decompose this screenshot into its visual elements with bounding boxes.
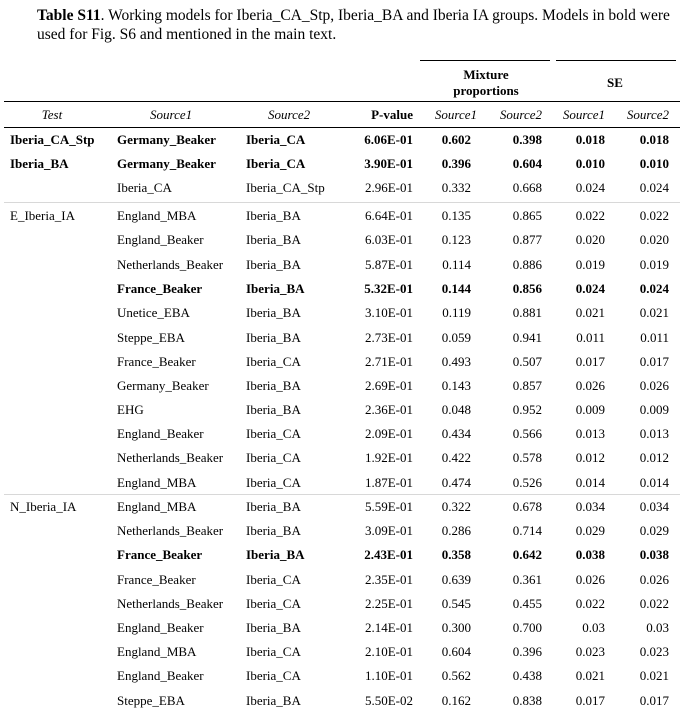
- cell-mix-source1: 0.143: [441, 378, 471, 393]
- cell-source1: England_MBA: [117, 499, 197, 514]
- cell-mix-source2: 0.507: [512, 354, 542, 369]
- cell-source1: France_Beaker: [117, 354, 196, 369]
- cell-mix-source1: 0.358: [441, 547, 471, 562]
- cell-mix-source1: 0.059: [441, 330, 471, 345]
- cell-source2: Iberia_CA: [246, 475, 301, 490]
- cell-se-source1: 0.012: [575, 450, 605, 465]
- cell-pvalue: 5.32E-01: [364, 281, 413, 296]
- caption-label: Table S11: [37, 7, 101, 24]
- cell-source1: England_Beaker: [117, 232, 204, 247]
- cell-mix-source2: 0.678: [512, 499, 542, 514]
- cell-se-source1: 0.014: [575, 475, 605, 490]
- cell-source1: England_Beaker: [117, 620, 204, 635]
- cell-mix-source2: 0.526: [512, 475, 542, 490]
- cell-source1: France_Beaker: [117, 572, 196, 587]
- cell-se-source2: 0.018: [639, 132, 669, 147]
- cell-mix-source2: 0.642: [512, 547, 542, 562]
- cell-pvalue: 2.35E-01: [364, 572, 413, 587]
- col-header-se-source1: Source1: [562, 107, 605, 122]
- cell-source1: France_Beaker: [117, 281, 203, 296]
- cell-source1: Netherlands_Beaker: [117, 450, 224, 465]
- cell-mix-source2: 0.398: [512, 132, 542, 147]
- col-header-source1: Source1: [150, 107, 193, 122]
- cell-source2: Iberia_BA: [246, 523, 301, 538]
- cell-test: Iberia_CA_Stp: [10, 132, 95, 147]
- cell-source2: Iberia_CA: [246, 354, 301, 369]
- cell-test: Iberia_BA: [10, 156, 69, 171]
- cell-se-source1: 0.029: [575, 523, 605, 538]
- caption-text: . Working models for Iberia_CA_Stp, Iberia_BA and Iberia IA groups. Models in bold were used for Fig. S6 and mentioned in the main text.: [37, 7, 670, 43]
- cell-se-source1: 0.024: [575, 180, 605, 195]
- cell-se-source1: 0.023: [575, 644, 605, 659]
- cell-mix-source2: 0.566: [512, 426, 542, 441]
- cell-se-source2: 0.022: [639, 208, 669, 223]
- cell-mix-source2: 0.578: [512, 450, 542, 465]
- cell-se-source2: 0.013: [639, 426, 669, 441]
- cell-source1: England_Beaker: [117, 668, 204, 683]
- cell-source2: Iberia_BA: [246, 257, 301, 272]
- cell-mix-source1: 0.135: [441, 208, 471, 223]
- col-header-test: Test: [41, 107, 63, 122]
- cell-se-source1: 0.034: [575, 499, 605, 514]
- cell-se-source1: 0.010: [575, 156, 605, 171]
- cell-mix-source2: 0.700: [512, 620, 542, 635]
- cell-source2: Iberia_CA: [246, 132, 306, 147]
- cell-source2: Iberia_BA: [246, 620, 301, 635]
- cell-source1: Germany_Beaker: [117, 132, 216, 147]
- cell-source1: Iberia_CA: [117, 180, 172, 195]
- cell-mix-source1: 0.114: [442, 257, 471, 272]
- cell-mix-source2: 0.952: [512, 402, 542, 417]
- cell-se-source1: 0.009: [575, 402, 605, 417]
- cell-pvalue: 2.36E-01: [364, 402, 413, 417]
- cell-se-source1: 0.017: [575, 354, 605, 369]
- cell-pvalue: 6.64E-01: [364, 208, 413, 223]
- cell-pvalue: 2.73E-01: [364, 330, 413, 345]
- cell-source2: Iberia_CA: [246, 572, 301, 587]
- cell-source1: England_Beaker: [117, 426, 204, 441]
- cell-mix-source1: 0.434: [441, 426, 471, 441]
- cell-se-source2: 0.03: [646, 620, 669, 635]
- header-group-rule-mixture: [420, 60, 550, 61]
- cell-mix-source2: 0.838: [512, 693, 542, 708]
- cell-source2: Iberia_BA: [246, 499, 301, 514]
- cell-pvalue: 5.59E-01: [364, 499, 413, 514]
- cell-se-source1: 0.024: [575, 281, 605, 296]
- cell-source1: Germany_Beaker: [117, 378, 209, 393]
- table-caption: [37, 6, 677, 44]
- cell-source2: Iberia_BA: [246, 547, 305, 562]
- cell-pvalue: 2.43E-01: [364, 547, 413, 562]
- cell-se-source2: 0.010: [639, 156, 669, 171]
- cell-pvalue: 3.10E-01: [364, 305, 413, 320]
- cell-source2: Iberia_BA: [246, 693, 301, 708]
- cell-source1: England_MBA: [117, 644, 197, 659]
- cell-se-source1: 0.019: [575, 257, 605, 272]
- cell-mix-source2: 0.668: [512, 180, 542, 195]
- cell-source1: Steppe_EBA: [117, 693, 185, 708]
- cell-se-source2: 0.011: [640, 330, 669, 345]
- cell-pvalue: 2.10E-01: [364, 644, 413, 659]
- mixture-proportions-header: Mixture proportions: [453, 67, 519, 98]
- cell-se-source2: 0.017: [639, 354, 669, 369]
- cell-mix-source1: 0.604: [441, 644, 471, 659]
- cell-mix-source1: 0.286: [441, 523, 471, 538]
- cell-se-source2: 0.009: [639, 402, 669, 417]
- cell-pvalue: 2.96E-01: [364, 180, 413, 195]
- cell-mix-source2: 0.857: [512, 378, 542, 393]
- cell-se-source2: 0.022: [639, 596, 669, 611]
- cell-se-source2: 0.012: [639, 450, 669, 465]
- cell-source2: Iberia_CA: [246, 156, 306, 171]
- cell-source1: EHG: [117, 402, 144, 417]
- cell-se-source2: 0.021: [639, 668, 669, 683]
- cell-mix-source1: 0.332: [441, 180, 471, 195]
- cell-pvalue: 3.90E-01: [364, 156, 413, 171]
- cell-pvalue: 1.10E-01: [364, 668, 413, 683]
- group-separator-rule: [4, 494, 680, 495]
- cell-pvalue: 2.69E-01: [364, 378, 413, 393]
- cell-mix-source2: 0.455: [512, 596, 542, 611]
- cell-mix-source2: 0.438: [512, 668, 542, 683]
- header-group-rule-se: [556, 60, 676, 61]
- cell-mix-source2: 0.877: [512, 232, 542, 247]
- cell-source2: Iberia_CA: [246, 426, 301, 441]
- cell-source2: Iberia_BA: [246, 402, 301, 417]
- col-header-mix-source1: Source1: [434, 107, 477, 122]
- cell-mix-source1: 0.422: [441, 450, 471, 465]
- cell-source2: Iberia_CA: [246, 644, 301, 659]
- cell-pvalue: 6.03E-01: [364, 232, 413, 247]
- col-header-pvalue: P-value: [371, 107, 413, 122]
- col-header-se-source2: Source2: [626, 107, 669, 122]
- cell-mix-source1: 0.300: [441, 620, 471, 635]
- cell-source1: Netherlands_Beaker: [117, 257, 224, 272]
- cell-source2: Iberia_BA: [246, 378, 301, 393]
- cell-source2: Iberia_BA: [246, 208, 301, 223]
- cell-pvalue: 1.87E-01: [364, 475, 413, 490]
- cell-se-source1: 0.021: [575, 668, 605, 683]
- cell-se-source2: 0.029: [639, 523, 669, 538]
- cell-mix-source2: 0.714: [512, 523, 542, 538]
- cell-mix-source1: 0.396: [441, 156, 471, 171]
- cell-se-source2: 0.034: [639, 499, 669, 514]
- cell-source2: Iberia_BA: [246, 330, 301, 345]
- cell-mix-source1: 0.123: [441, 232, 471, 247]
- cell-se-source2: 0.038: [639, 547, 669, 562]
- cell-se-source2: 0.024: [639, 281, 669, 296]
- cell-mix-source2: 0.881: [512, 305, 542, 320]
- cell-se-source1: 0.021: [575, 305, 605, 320]
- cell-mix-source2: 0.856: [512, 281, 542, 296]
- cell-mix-source1: 0.493: [441, 354, 471, 369]
- cell-source2: Iberia_CA: [246, 596, 301, 611]
- cell-source1: Netherlands_Beaker: [117, 523, 224, 538]
- cell-mix-source1: 0.162: [441, 693, 471, 708]
- cell-mix-source2: 0.396: [512, 644, 542, 659]
- cell-se-source1: 0.013: [575, 426, 605, 441]
- cell-se-source2: 0.019: [639, 257, 669, 272]
- cell-se-source2: 0.024: [639, 180, 669, 195]
- cell-se-source1: 0.018: [575, 132, 605, 147]
- cell-mix-source1: 0.322: [441, 499, 471, 514]
- cell-pvalue: 2.09E-01: [364, 426, 413, 441]
- cell-se-source2: 0.021: [639, 305, 669, 320]
- cell-pvalue: 2.14E-01: [364, 620, 413, 635]
- cell-se-source2: 0.026: [639, 378, 669, 393]
- cell-mix-source1: 0.119: [442, 305, 471, 320]
- cell-mix-source2: 0.941: [512, 330, 542, 345]
- cell-pvalue: 1.92E-01: [364, 450, 413, 465]
- cell-se-source1: 0.011: [576, 330, 605, 345]
- cell-source1: England_MBA: [117, 475, 197, 490]
- cell-source1: Germany_Beaker: [117, 156, 216, 171]
- cell-mix-source2: 0.604: [512, 156, 542, 171]
- cell-se-source2: 0.017: [639, 693, 669, 708]
- cell-source2: Iberia_CA: [246, 668, 301, 683]
- cell-se-source1: 0.022: [575, 596, 605, 611]
- cell-pvalue: 3.09E-01: [364, 523, 413, 538]
- cell-source2: Iberia_BA: [246, 232, 301, 247]
- cell-se-source1: 0.017: [575, 693, 605, 708]
- cell-source1: Netherlands_Beaker: [117, 596, 224, 611]
- cell-source2: Iberia_BA: [246, 281, 305, 296]
- cell-se-source1: 0.020: [575, 232, 605, 247]
- cell-pvalue: 5.50E-02: [364, 693, 413, 708]
- cell-se-source2: 0.026: [639, 572, 669, 587]
- cell-se-source1: 0.038: [575, 547, 605, 562]
- cell-source2: Iberia_CA: [246, 450, 301, 465]
- cell-pvalue: 2.71E-01: [364, 354, 413, 369]
- group-separator-rule: [4, 202, 680, 203]
- cell-se-source2: 0.014: [639, 475, 669, 490]
- cell-test: N_Iberia_IA: [10, 499, 77, 514]
- cell-pvalue: 2.25E-01: [364, 596, 413, 611]
- cell-se-source1: 0.022: [575, 208, 605, 223]
- cell-mix-source1: 0.602: [441, 132, 471, 147]
- cell-mix-source2: 0.361: [512, 572, 542, 587]
- cell-se-source2: 0.020: [639, 232, 669, 247]
- cell-mix-source1: 0.545: [441, 596, 471, 611]
- col-header-source2: Source2: [268, 107, 311, 122]
- cell-mix-source1: 0.562: [441, 668, 471, 683]
- cell-se-source1: 0.026: [575, 572, 605, 587]
- cell-se-source1: 0.026: [575, 378, 605, 393]
- cell-pvalue: 6.06E-01: [364, 132, 413, 147]
- cell-mix-source1: 0.639: [441, 572, 471, 587]
- cell-source1: France_Beaker: [117, 547, 203, 562]
- cell-se-source2: 0.023: [639, 644, 669, 659]
- cell-mix-source2: 0.886: [512, 257, 542, 272]
- header-bottom-rule: [4, 127, 680, 128]
- cell-mix-source2: 0.865: [512, 208, 542, 223]
- cell-pvalue: 5.87E-01: [364, 257, 413, 272]
- cell-source2: Iberia_BA: [246, 305, 301, 320]
- cell-source1: England_MBA: [117, 208, 197, 223]
- cell-test: E_Iberia_IA: [10, 208, 75, 223]
- cell-mix-source1: 0.048: [441, 402, 471, 417]
- se-header: SE: [607, 75, 623, 90]
- cell-mix-source1: 0.144: [441, 281, 471, 296]
- cell-source2: Iberia_CA_Stp: [246, 180, 325, 195]
- cell-source1: Steppe_EBA: [117, 330, 185, 345]
- cell-source1: Unetice_EBA: [117, 305, 190, 320]
- cell-mix-source1: 0.474: [441, 475, 471, 490]
- header-top-rule: [4, 101, 680, 102]
- cell-se-source1: 0.03: [582, 620, 605, 635]
- col-header-mix-source2: Source2: [499, 107, 542, 122]
